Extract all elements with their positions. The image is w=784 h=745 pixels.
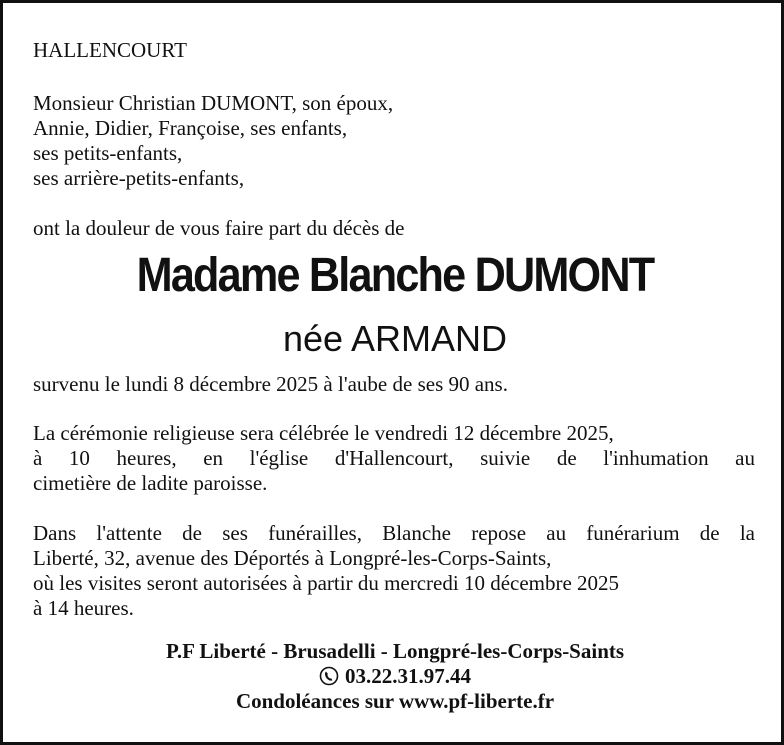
death-date	[33, 372, 755, 397]
phone-icon	[319, 666, 339, 686]
announcement-text: ont la douleur de vous faire part du décès de	[33, 216, 405, 240]
ceremony-line: à 10 heures, en l'église d'Hallencourt, suivie de l'inhumation au	[33, 446, 755, 470]
ceremony-paragraph	[33, 421, 755, 496]
phone-number[interactable]: 03.22.31.97.44	[345, 664, 471, 688]
family-line: Monsieur Christian DUMONT, son époux,	[33, 91, 394, 115]
family-list	[33, 91, 755, 191]
town-heading	[33, 38, 755, 63]
town-name: HALLENCOURT	[33, 38, 187, 62]
repose-line: Dans l'attente de ses funérailles, Blanche repose au funérarium de la	[33, 521, 755, 545]
repose-line: où les visites seront autorisées à partir du mercredi 10 décembre 2025	[33, 571, 620, 595]
ceremony-line: La cérémonie religieuse sera célébrée le vendredi 12 décembre 2025,	[33, 421, 614, 445]
announcement	[33, 216, 755, 241]
phone-line	[3, 664, 784, 689]
ceremony-line: cimetière de ladite paroisse.	[33, 471, 268, 495]
repose-paragraph	[33, 521, 755, 621]
family-line: Annie, Didier, Françoise, ses enfants,	[33, 116, 348, 140]
family-line: ses arrière-petits-enfants,	[33, 166, 245, 190]
repose-line: à 14 heures.	[33, 596, 134, 620]
repose-line: Liberté, 32, avenue des Déportés à Longpré-les-Corps-Saints,	[33, 546, 552, 570]
family-line: ses petits-enfants,	[33, 141, 183, 165]
funeral-home-name: P.F Liberté - Brusadelli - Longpré-les-Corps-Saints	[165, 639, 625, 663]
maiden-name: née ARMAND	[282, 318, 508, 359]
condolences-line[interactable]: Condoléances sur www.pf-liberte.fr	[235, 689, 555, 713]
funeral-home-footer	[3, 639, 784, 714]
deceased-name: Madame Blanche DUMONT	[136, 249, 654, 302]
death-date-text: survenu le lundi 8 décembre 2025 à l'aube de ses 90 ans.	[33, 372, 508, 396]
